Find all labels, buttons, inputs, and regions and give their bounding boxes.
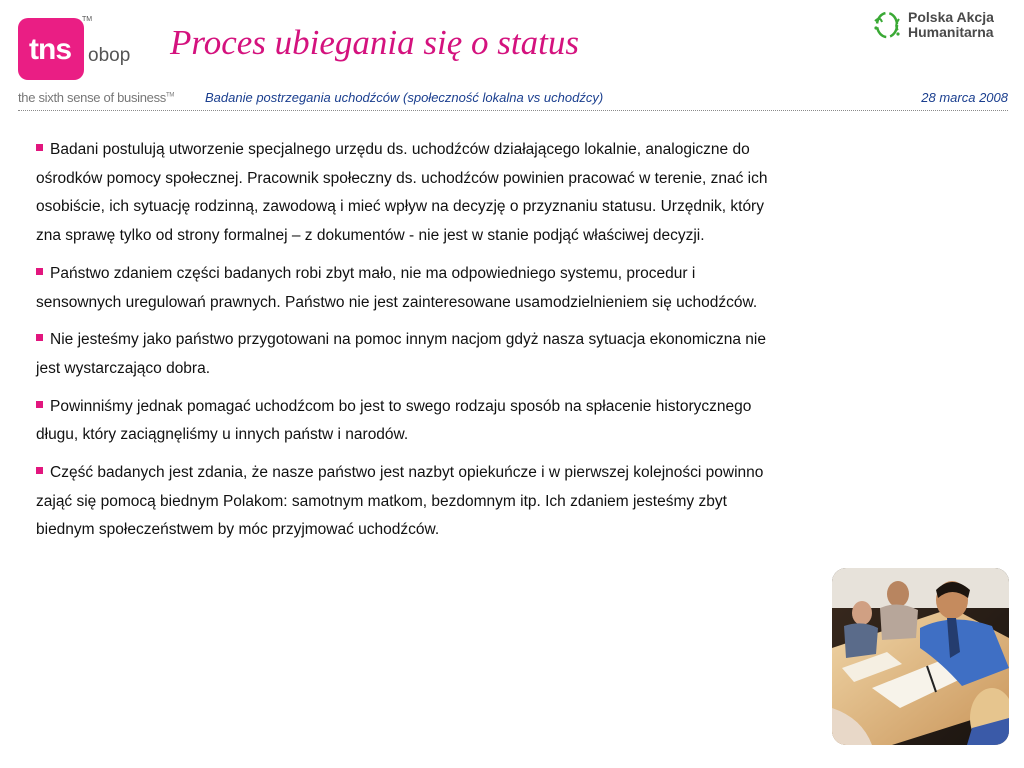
bullet-item [36, 260, 781, 317]
pah-logo-icon [870, 10, 904, 45]
tns-logo-name: obop [88, 45, 131, 66]
bullet-text: Powinniśmy jednak pomagać uchodźcom bo jest to swego rodzaju sposób na spłacenie historycznego długu, który zaciągnęliśmy u innych państw i narodów. [36, 397, 752, 444]
pah-logo-line1: Polska Akcja [908, 9, 994, 25]
bullet-item [36, 326, 781, 383]
square-bullet-icon [36, 144, 43, 151]
tns-trademark: TM [82, 16, 93, 23]
page-title: Proces ubiegania się o status [170, 23, 579, 62]
square-bullet-icon [36, 334, 43, 341]
bullet-item [36, 393, 781, 450]
meeting-photo [832, 568, 1009, 745]
report-subtitle: Badanie postrzegania uchodźców (społeczność lokalna vs uchodźcy) [205, 90, 604, 105]
bullet-item [36, 459, 781, 545]
pah-logo-text [908, 10, 994, 40]
bullet-text: Badani postulują utworzenie specjalnego urzędu ds. uchodźców działającego lokalnie, analogiczne do ośrodków pomocy społecznej. Pracownik społeczny ds. uchodźców powinien pracować w terenie, znać ich osobiście, ich sytuację rodzinną, zawodową i mieć wpływ na decyzję o przyznaniu statusu. Urzędnik, który zna sprawę tylko od strony formalnej – z dokumentów - nie jest w stanie podjąć właściwej decyzji. [36, 141, 768, 245]
square-bullet-icon [36, 401, 43, 408]
pah-logo-line2: Humanitarna [908, 24, 994, 40]
tns-obop-logo [18, 16, 138, 86]
tns-logo-mark [18, 18, 84, 80]
tns-tagline [18, 90, 174, 105]
square-bullet-icon [36, 268, 43, 275]
bullet-text: Państwo zdaniem części badanych robi zbyt mało, nie ma odpowiedniego systemu, procedur i sensownych uregulowań prawnych. Państwo nie jest zainteresowane usamodzielnieniem się uchodźców. [36, 264, 758, 311]
tns-logo-text: tns [29, 33, 71, 66]
pah-logo [870, 8, 1015, 44]
tns-tagline-text: the sixth sense of business [18, 90, 166, 105]
header-divider [18, 110, 1008, 111]
bullet-item [36, 136, 781, 251]
square-bullet-icon [36, 467, 43, 474]
bullet-list [36, 136, 781, 554]
tns-tagline-tm: TM [166, 92, 175, 99]
bullet-text: Nie jesteśmy jako państwo przygotowani na pomoc innym nacjom gdyż nasza sytuacja ekonomiczna nie jest wystarczająco dobra. [36, 331, 766, 377]
report-date: 28 marca 2008 [921, 90, 1008, 105]
bullet-text: Część badanych jest zdania, że nasze państwo jest nazbyt opiekuńcze i w pierwszej kolejności powinno zająć się pomocą biednym Polakom: samotnym matkom, bezdomnym itp. Ich zdaniem jesteśmy zbyt biednym społeczeństwem by móc przyjmować uchodźców. [36, 464, 764, 539]
